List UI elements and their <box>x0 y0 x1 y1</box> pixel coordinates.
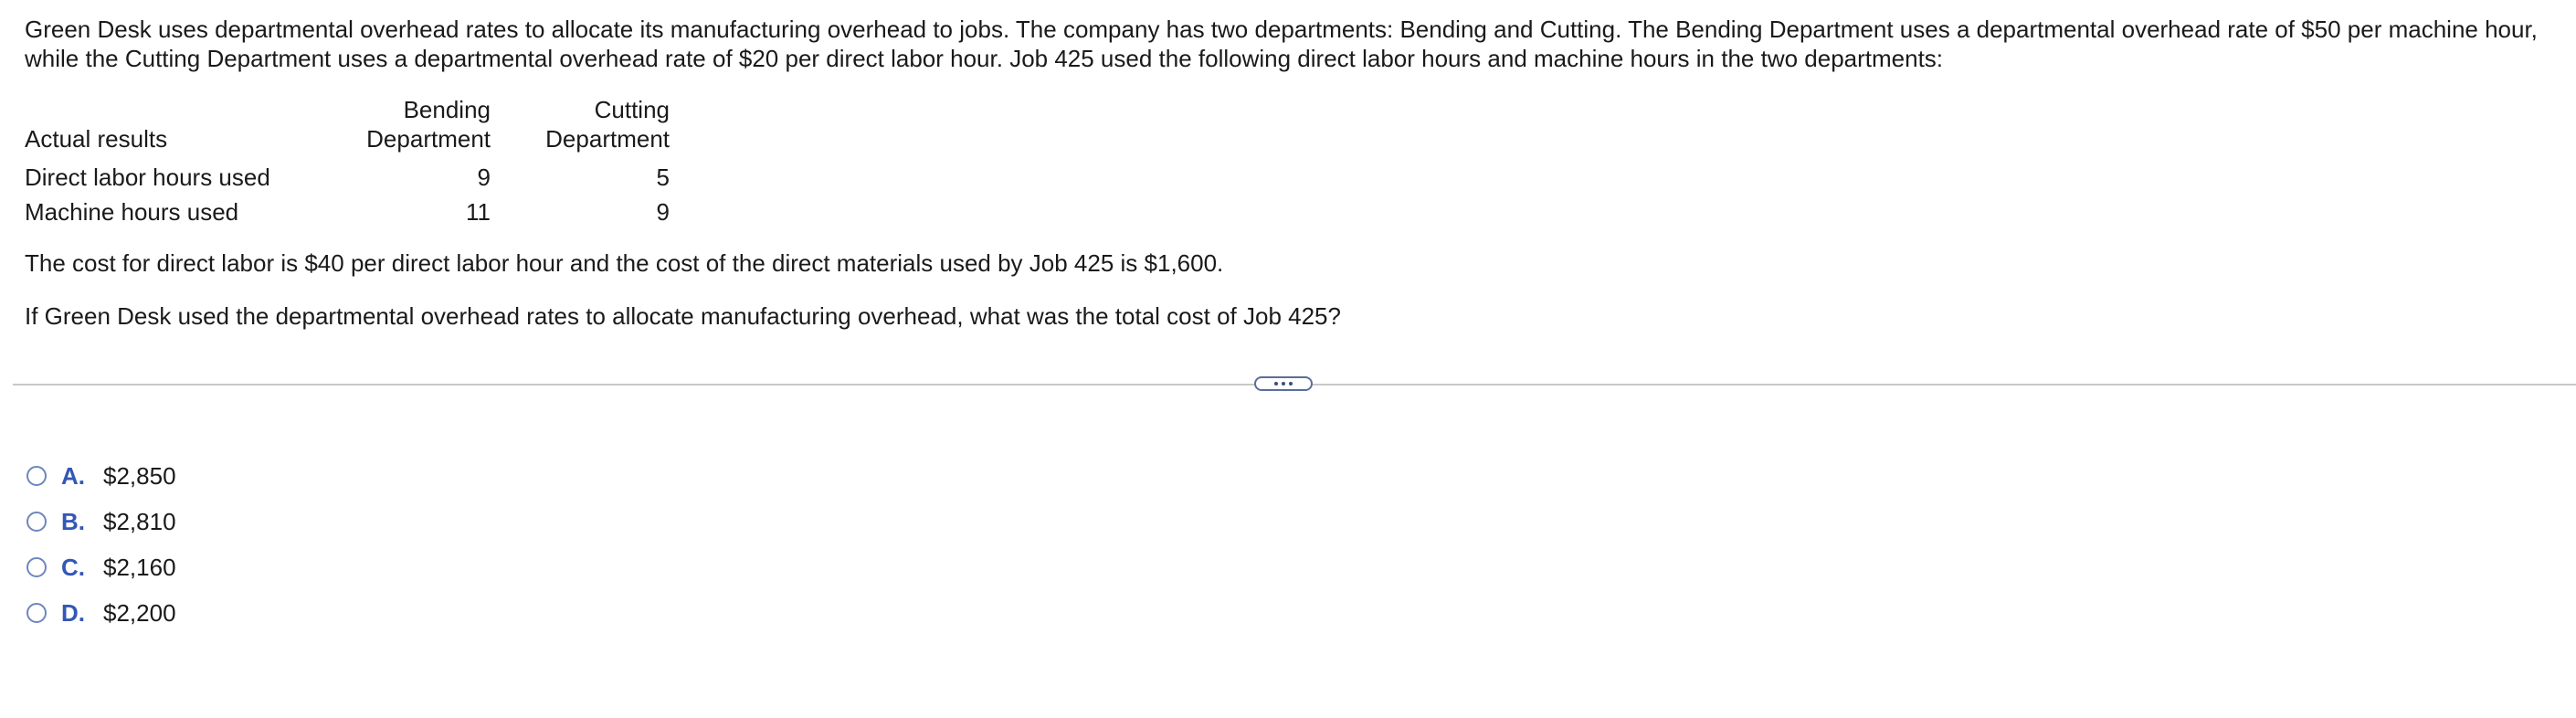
cell-machine-hours-bending: 11 <box>466 198 491 226</box>
question-intro: Green Desk uses departmental overhead rates to allocate its manufacturing overhead to jobs. The company has two departments: Bending and Cutting. The Bending Department uses a departmental overhead rate of $50 per machine hour, while the Cutting Department uses a departmental overhead rate of $20 per direct labor hour. Job 425 used the following direct labor hours and machine hours in the two departments: <box>25 16 2538 72</box>
header-actual-results: Actual results <box>25 125 168 153</box>
option-value: $2,160 <box>103 554 176 581</box>
radio-button[interactable] <box>26 512 47 532</box>
radio-button[interactable] <box>26 557 47 577</box>
option-letter: B. <box>61 508 85 535</box>
header-cutting-line2: Department <box>545 125 670 153</box>
cost-statement: The cost for direct labor is $40 per direct labor hour and the cost of the direct materials used by Job 425 is $1,600. <box>25 249 1224 277</box>
option-c[interactable] <box>26 544 176 590</box>
expand-button[interactable] <box>1254 376 1313 391</box>
question-body <box>25 15 2555 330</box>
cell-direct-labor-cutting: 5 <box>656 164 670 191</box>
option-d[interactable] <box>26 590 176 636</box>
table-header-row <box>25 124 670 153</box>
header-bending-line1: Bending <box>403 96 491 123</box>
cell-direct-labor-bending: 9 <box>477 164 491 191</box>
hours-table <box>25 95 670 227</box>
option-letter: C. <box>61 554 85 581</box>
ellipsis-icon <box>1282 382 1285 385</box>
row-label-direct-labor: Direct labor hours used <box>25 164 270 191</box>
question-prompt: If Green Desk used the departmental overhead rates to allocate manufacturing overhead, what was the total cost of Job 425? <box>25 302 1341 330</box>
option-value: $2,200 <box>103 599 176 627</box>
cell-machine-hours-cutting: 9 <box>656 198 670 226</box>
radio-button[interactable] <box>26 603 47 623</box>
option-value: $2,810 <box>103 508 176 535</box>
option-value: $2,850 <box>103 462 176 490</box>
table-row <box>25 153 670 192</box>
option-b[interactable] <box>26 499 176 544</box>
ellipsis-icon <box>1274 382 1278 385</box>
table-header-row <box>25 95 670 124</box>
option-letter: D. <box>61 599 85 627</box>
ellipsis-icon <box>1289 382 1293 385</box>
table-row <box>25 192 670 227</box>
header-cutting-line1: Cutting <box>594 96 670 123</box>
radio-button[interactable] <box>26 466 47 486</box>
answer-options <box>26 453 176 636</box>
option-a[interactable] <box>26 453 176 499</box>
row-label-machine-hours: Machine hours used <box>25 198 239 226</box>
option-letter: A. <box>61 462 85 490</box>
header-bending-line2: Department <box>366 125 491 153</box>
